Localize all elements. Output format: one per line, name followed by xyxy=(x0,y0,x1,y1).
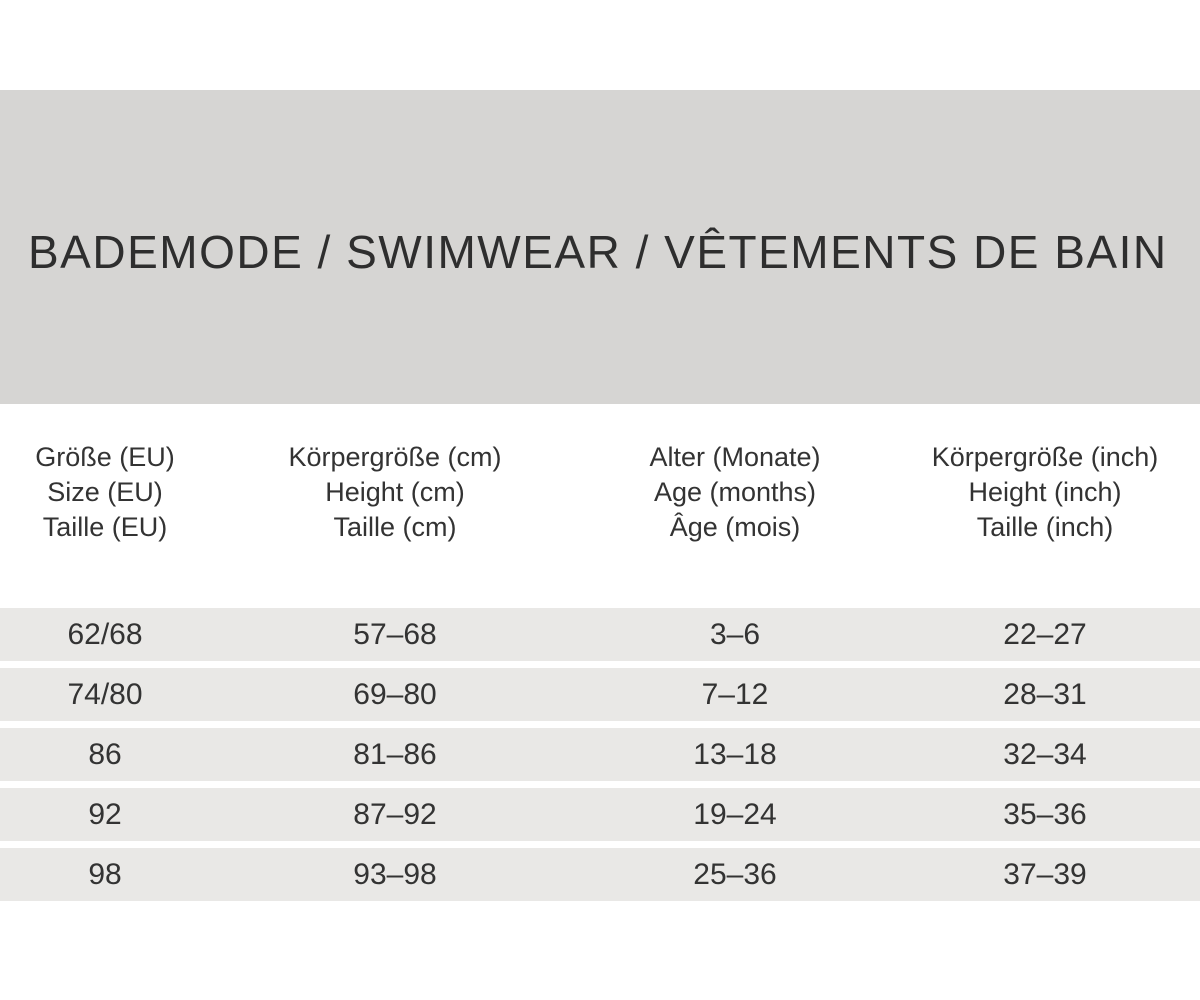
table-row xyxy=(0,608,1200,661)
header-line: Größe (EU) xyxy=(35,442,175,472)
header-line: Âge (mois) xyxy=(669,512,801,542)
table-header-row xyxy=(0,440,1200,545)
height-inch-cell: 32–34 xyxy=(1003,738,1087,771)
age-months-cell: 13–18 xyxy=(693,738,777,771)
table-row xyxy=(0,848,1200,901)
header-line: Height (inch) xyxy=(968,477,1122,507)
header-height-cm xyxy=(210,440,580,545)
height-cm-cell: 57–68 xyxy=(353,618,437,651)
size-cell: 86 xyxy=(88,738,122,771)
header-size-eu xyxy=(0,440,210,545)
header-line: Size (EU) xyxy=(47,477,163,507)
header-age-months xyxy=(580,440,890,545)
height-inch-cell: 35–36 xyxy=(1003,798,1087,831)
height-inch-cell: 28–31 xyxy=(1003,678,1087,711)
page-title: BADEMODE / SWIMWEAR / VÊTEMENTS DE BAIN xyxy=(28,226,1168,278)
title-banner xyxy=(0,90,1200,404)
header-line: Age (months) xyxy=(653,477,817,507)
age-months-cell: 7–12 xyxy=(701,678,769,711)
table-row xyxy=(0,668,1200,721)
size-cell: 92 xyxy=(88,798,122,831)
header-line: Alter (Monate) xyxy=(649,442,821,472)
height-cm-cell: 87–92 xyxy=(353,798,437,831)
header-line: Taille (EU) xyxy=(42,512,168,542)
size-cell: 62/68 xyxy=(67,618,143,651)
header-line: Körpergröße (cm) xyxy=(288,442,502,472)
size-cell: 98 xyxy=(88,858,122,891)
header-line: Taille (cm) xyxy=(333,512,457,542)
height-cm-cell: 81–86 xyxy=(353,738,437,771)
height-cm-cell: 69–80 xyxy=(353,678,437,711)
header-line: Taille (inch) xyxy=(976,512,1114,542)
height-inch-cell: 22–27 xyxy=(1003,618,1087,651)
age-months-cell: 3–6 xyxy=(709,618,761,651)
header-line: Körpergröße (inch) xyxy=(931,442,1159,472)
height-inch-cell: 37–39 xyxy=(1003,858,1087,891)
size-cell: 74/80 xyxy=(67,678,143,711)
age-months-cell: 19–24 xyxy=(693,798,777,831)
header-height-inch xyxy=(890,440,1200,545)
table-row xyxy=(0,788,1200,841)
age-months-cell: 25–36 xyxy=(693,858,777,891)
height-cm-cell: 93–98 xyxy=(353,858,437,891)
header-line: Height (cm) xyxy=(325,477,465,507)
table-body xyxy=(0,608,1200,908)
table-row xyxy=(0,728,1200,781)
